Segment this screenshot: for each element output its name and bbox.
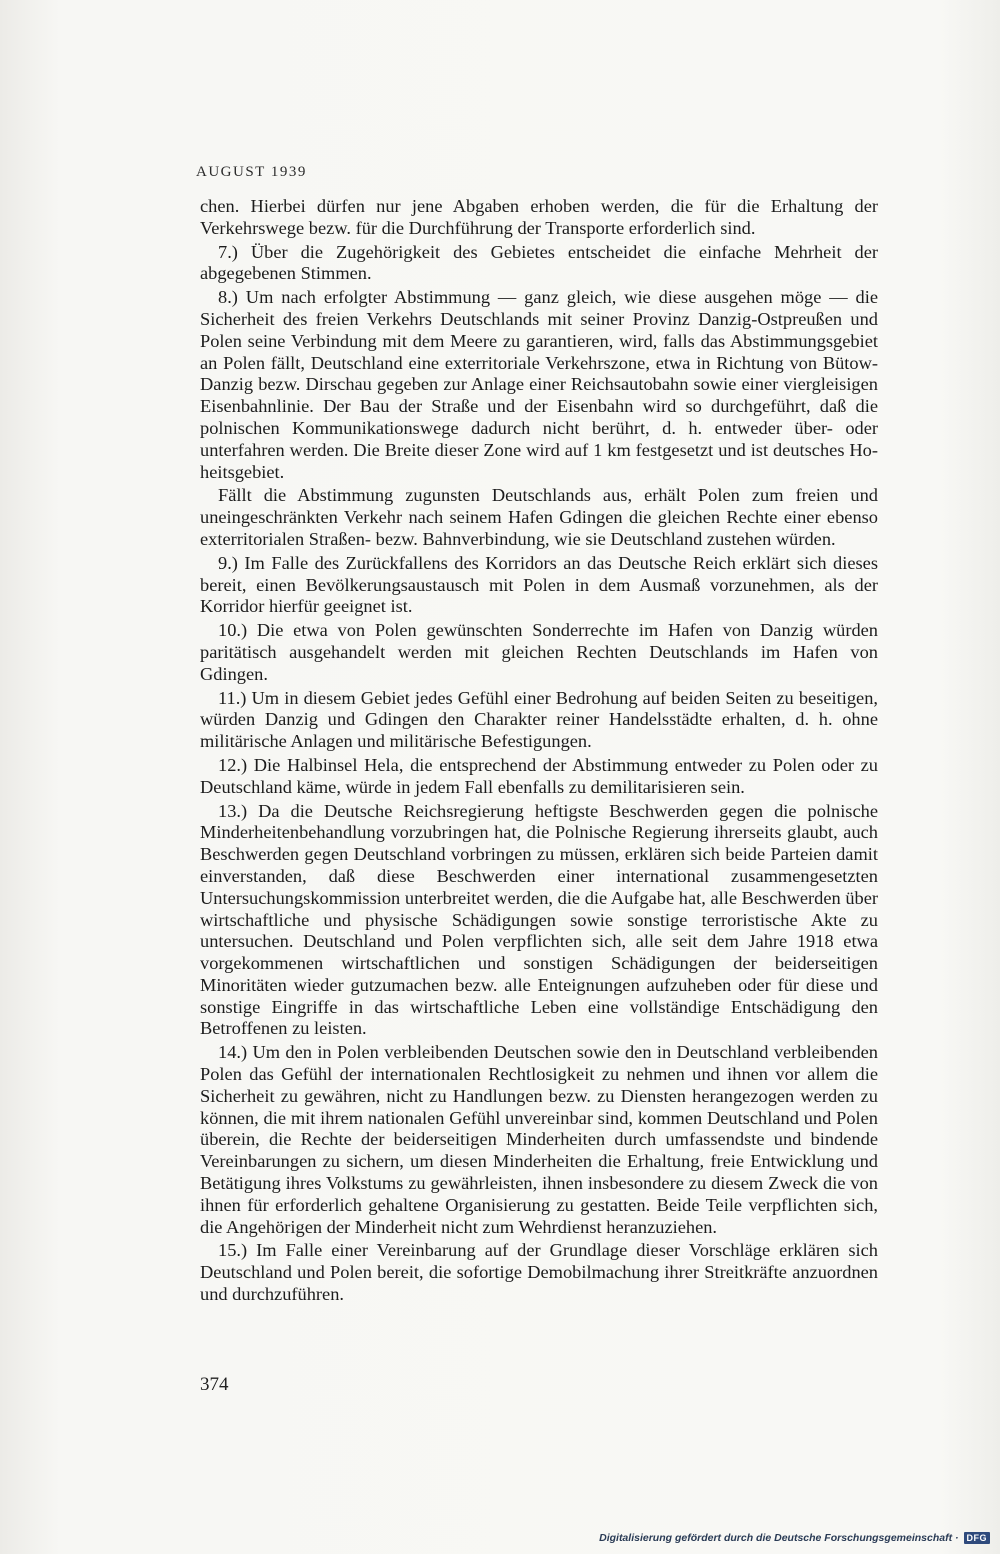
page-number: 374 [200, 1374, 229, 1395]
paragraph-14: 14.) Um den in Polen verbleibenden Deutschen sowie den in Deutschland verbleibenden Polen das Gefühl der internationalen Rechtlosigkeit zu nehmen und ihnen vor allem die Sicherheit zu gewähren, nicht zu Handlungen bezw. zu Diensten herangezogen werden zu können, die mit ihrem nationalen Gefühl unvereinbar sind, kommen Deutschland und Polen überein, die Rechte der beiderseitigen Minderheiten durch umfassendste und bindende Vereinbarungen zu sichern, um diesen Minderheiten die Erhaltung, freie Entwicklung und Betätigung ihres Volkstums zu gewährleisten, ihnen insbesondere zu diesem Zweck die von ihnen für erforderlich gehaltene Organisierung zu gestatten. Beide Teile verpflichten sich, die Angehörigen der Minderheit nicht zum Wehrdienst heranzuziehen. [200, 1042, 878, 1237]
paragraph-7: 7.) Über die Zugehörigkeit des Gebietes entscheidet die einfache Mehrheit der abgegebenen Stimmen. [200, 241, 878, 284]
body-text [200, 196, 878, 1308]
paragraph-11: 11.) Um in diesem Gebiet jedes Gefühl einer Bedrohung auf beiden Seiten zu beseitigen, würden Danzig und Gdingen den Charakter reiner Handelsstädte erhalten, d. h. ohne militärische Anlagen und militärische Befestigungen. [200, 687, 878, 752]
paragraph-10: 10.) Die etwa von Polen gewünschten Sonderrechte im Hafen von Danzig würden paritätisch ausgehandelt werden mit gleichen Rechten Deutschlands im Hafen von Gdingen. [200, 620, 878, 684]
credit-text: Digitalisierung gefördert durch die Deutsche Forschungsgemeinschaft · [599, 1532, 959, 1544]
paragraph-13: 13.) Da die Deutsche Reichsregierung heftigste Beschwerden gegen die polnische Minderheitenbehandlung vorzubringen hat, die Polnische Regierung ihrerseits glaubt, auch Beschwerden gegen Deutschland vorbringen zu müssen, erklären sich beide Parteien damit einverstanden, daß diese Beschwerden einer international zusammengesetzten Untersuchungskommission unterbreitet werden, die die Aufgabe hat, alle Beschwerden über wirtschaftliche und physische Schädigungen sowie sonstige terroristische Akte zu untersuchen. Deutschland und Polen verpflichten sich, alle seit dem Jahre 1918 etwa vorgekommenen wirtschaftlichen und sonstigen Schädigungen der beiderseitigen Minoritäten wieder gutzumachen bezw. alle Enteignungen aufzuheben oder für diese und sonstige Eingriffe in das wirtschaftliche Leben eine vollständige Entschädigung den Betroffenen zu leisten. [200, 800, 878, 1039]
paragraph-9: 9.) Im Falle des Zurückfallens des Korridors an das Deutsche Reich erklärt sich dieses bereit, einen Bevölkerungsaustausch mit Polen in dem Ausmaß vorzunehmen, als der Korridor hierfür geeignet ist. [200, 552, 878, 617]
paragraph-15: 15.) Im Falle einer Vereinbarung auf der Grundlage dieser Vorschläge erklären sich Deutschland und Polen bereit, die sofortige Demobilmachung ihrer Streitkräfte anzuordnen und durchzuführen. [200, 1240, 878, 1305]
paragraph-8: 8.) Um nach erfolgter Abstimmung — ganz gleich, wie diese ausgehen möge — die Sicherheit des freien Verkehrs Deutschlands mit seiner Provinz Danzig-Ostpreußen und Polen seine Verbindung mit dem Meere zu garantieren, wird, falls das Abstimmungsgebiet an Polen fällt, Deutschland eine exterritoriale Verkehrszone, etwa in Richtung von Bütow-Danzig bezw. Dirschau gegeben zur Anlage einer Reichsautobahn sowie einer viergleisigen Eisenbahnlinie. Der Bau der Straße und der Eisenbahn wird so durchgeführt, daß die polnischen Kommunikationswege dadurch nicht berührt, d. h. entweder über- oder unterfahren werden. Die Breite dieser Zone wird auf 1 km festgesetzt und ist deutsches Hoheitsgebiet. [200, 287, 878, 482]
paragraph-12: 12.) Die Halbinsel Hela, die entsprechend der Abstimmung entweder zu Polen oder zu Deutschland käme, würde in jedem Fall ebenfalls zu demilitarisieren sein. [200, 754, 878, 797]
paragraph-continuation: chen. Hierbei dürfen nur jene Abgaben erhoben werden, die für die Erhaltung der Verkehrswege bezw. für die Durchführung der Transporte erforderlich sind. [200, 196, 878, 238]
dfg-logo: DFG [964, 1532, 991, 1544]
running-head: AUGUST 1939 [196, 164, 307, 180]
digitization-credit [599, 1532, 990, 1544]
paragraph-8-continued: Fällt die Abstimmung zugunsten Deutschlands aus, erhält Polen zum freien und uneingeschränkten Verkehr nach seinem Hafen Gdingen die gleichen Rechte einer ebenso exterritorialen Straßen- bezw. Bahnverbindung, wie sie Deutschland zustehen würden. [200, 485, 878, 549]
